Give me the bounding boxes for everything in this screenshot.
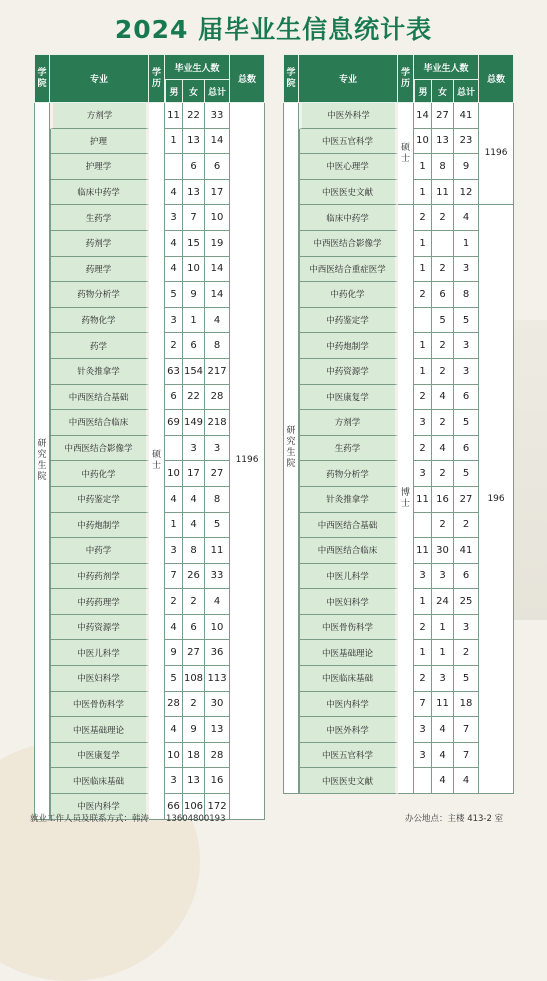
major-name: 中药化学 [50, 461, 149, 487]
female-count: 13 [432, 129, 454, 155]
subtotal-count: 217 [205, 359, 230, 385]
male-count: 1 [165, 129, 183, 155]
subtotal-count: 4 [205, 589, 230, 615]
female-count: 154 [183, 359, 205, 385]
male-count: 3 [165, 768, 183, 794]
male-count: 3 [165, 308, 183, 334]
male-count: 3 [414, 410, 432, 436]
subtotal-count: 4 [454, 205, 479, 231]
header-subtotal: 总计 [205, 80, 230, 103]
female-count: 27 [432, 103, 454, 129]
male-count: 4 [165, 487, 183, 513]
degree-label: 硕士 [398, 103, 414, 205]
header-degree: 学历 [149, 54, 165, 103]
major-name: 中药资源学 [50, 615, 149, 641]
graduate-table-left [34, 54, 265, 820]
subtotal-count: 11 [205, 538, 230, 564]
major-name: 中西医结合重症医学 [299, 257, 398, 283]
female-count: 13 [183, 129, 205, 155]
male-count: 10 [414, 129, 432, 155]
header-college: 学院 [283, 54, 299, 103]
female-count: 3 [432, 666, 454, 692]
major-name: 中医妇科学 [50, 666, 149, 692]
major-name: 针灸推拿学 [50, 359, 149, 385]
female-count: 26 [183, 564, 205, 590]
subtotal-count: 3 [454, 615, 479, 641]
male-count: 28 [165, 692, 183, 718]
major-name: 药物分析学 [299, 461, 398, 487]
female-count: 4 [432, 717, 454, 743]
major-name: 中医五官科学 [299, 129, 398, 155]
subtotal-count: 2 [454, 513, 479, 539]
male-count: 1 [414, 231, 432, 257]
male-count: 2 [414, 615, 432, 641]
subtotal-count: 27 [454, 487, 479, 513]
total-count: 1196 [230, 103, 265, 820]
subtotal-count: 13 [205, 717, 230, 743]
female-count: 6 [183, 615, 205, 641]
male-count [165, 436, 183, 462]
female-count: 6 [432, 282, 454, 308]
major-name: 中药资源学 [299, 359, 398, 385]
subtotal-count: 5 [454, 461, 479, 487]
major-name: 中药药理学 [50, 589, 149, 615]
college-name: 研究生院 [34, 103, 50, 820]
male-count: 4 [165, 717, 183, 743]
header-male: 男 [165, 80, 183, 103]
subtotal-count: 3 [205, 436, 230, 462]
header-degree: 学历 [398, 54, 414, 103]
female-count: 4 [183, 513, 205, 539]
major-name: 护理学 [50, 154, 149, 180]
male-count: 11 [414, 487, 432, 513]
header-college: 学院 [34, 54, 50, 103]
subtotal-count: 8 [205, 333, 230, 359]
major-name: 中西医结合影像学 [50, 436, 149, 462]
male-count: 2 [165, 333, 183, 359]
female-count: 1 [183, 308, 205, 334]
female-count: 6 [183, 154, 205, 180]
female-count: 8 [432, 154, 454, 180]
female-count: 1 [432, 640, 454, 666]
male-count: 1 [414, 154, 432, 180]
female-count: 2 [432, 461, 454, 487]
male-count [414, 513, 432, 539]
male-count: 14 [414, 103, 432, 129]
subtotal-count: 28 [205, 385, 230, 411]
subtotal-count: 3 [454, 257, 479, 283]
major-name: 中医妇科学 [299, 589, 398, 615]
male-count: 1 [414, 640, 432, 666]
subtotal-count: 16 [205, 768, 230, 794]
female-count: 1 [432, 615, 454, 641]
male-count: 7 [414, 692, 432, 718]
male-count: 4 [165, 231, 183, 257]
male-count: 5 [165, 666, 183, 692]
subtotal-count: 17 [205, 180, 230, 206]
major-name: 中西医结合临床 [299, 538, 398, 564]
major-name: 中药药剂学 [50, 564, 149, 590]
female-count: 2 [432, 257, 454, 283]
major-name: 中医骨伤科学 [299, 615, 398, 641]
female-count: 22 [183, 385, 205, 411]
subtotal-count: 5 [454, 410, 479, 436]
male-count: 3 [165, 538, 183, 564]
total-count: 196 [479, 205, 514, 794]
subtotal-count: 6 [205, 154, 230, 180]
table-row [283, 103, 514, 129]
subtotal-count: 41 [454, 103, 479, 129]
female-count: 13 [183, 768, 205, 794]
female-count: 3 [183, 436, 205, 462]
major-name: 中医五官科学 [299, 743, 398, 769]
major-name: 中医内科学 [50, 794, 149, 820]
header-graduates: 毕业生人数 [165, 54, 230, 80]
subtotal-count: 4 [454, 768, 479, 794]
table-row [283, 205, 514, 231]
male-count: 5 [165, 282, 183, 308]
female-count: 2 [183, 692, 205, 718]
female-count: 4 [432, 768, 454, 794]
male-count: 66 [165, 794, 183, 820]
female-count: 10 [183, 257, 205, 283]
college-name: 研究生院 [283, 103, 299, 794]
subtotal-count: 218 [205, 410, 230, 436]
female-count: 4 [183, 487, 205, 513]
major-name: 中药学 [50, 538, 149, 564]
major-name: 中药鉴定学 [299, 308, 398, 334]
header-major: 专业 [50, 54, 149, 103]
subtotal-count: 19 [205, 231, 230, 257]
major-name: 中西医结合影像学 [299, 231, 398, 257]
major-name: 中医外科学 [299, 103, 398, 129]
subtotal-count: 14 [205, 129, 230, 155]
major-name: 中西医结合基础 [50, 385, 149, 411]
header-male: 男 [414, 80, 432, 103]
subtotal-count: 18 [454, 692, 479, 718]
female-count: 7 [183, 205, 205, 231]
female-count: 2 [432, 410, 454, 436]
female-count: 8 [183, 538, 205, 564]
female-count: 11 [432, 692, 454, 718]
subtotal-count: 1 [454, 231, 479, 257]
subtotal-count: 5 [454, 308, 479, 334]
major-name: 药物化学 [50, 308, 149, 334]
major-name: 中医儿科学 [299, 564, 398, 590]
female-count: 2 [183, 589, 205, 615]
table-row [34, 103, 265, 129]
female-count: 2 [432, 513, 454, 539]
male-count: 3 [414, 461, 432, 487]
female-count: 6 [183, 333, 205, 359]
major-name: 中医基础理论 [299, 640, 398, 666]
subtotal-count: 4 [205, 308, 230, 334]
female-count: 16 [432, 487, 454, 513]
major-name: 中医外科学 [299, 717, 398, 743]
female-count: 2 [432, 333, 454, 359]
female-count: 13 [183, 180, 205, 206]
major-name: 中药炮制学 [299, 333, 398, 359]
page-title: 2024 届毕业生信息统计表 [114, 15, 433, 44]
female-count: 5 [432, 308, 454, 334]
subtotal-count: 5 [454, 666, 479, 692]
male-count: 2 [414, 666, 432, 692]
subtotal-count: 14 [205, 257, 230, 283]
male-count: 10 [165, 743, 183, 769]
major-name: 药剂学 [50, 231, 149, 257]
male-count: 1 [414, 257, 432, 283]
major-name: 临床中药学 [50, 180, 149, 206]
subtotal-count: 10 [205, 205, 230, 231]
female-count: 2 [432, 205, 454, 231]
male-count: 2 [414, 436, 432, 462]
subtotal-count: 28 [205, 743, 230, 769]
female-count: 30 [432, 538, 454, 564]
subtotal-count: 6 [454, 436, 479, 462]
subtotal-count: 23 [454, 129, 479, 155]
female-count [432, 231, 454, 257]
major-name: 针灸推拿学 [299, 487, 398, 513]
header-subtotal: 总计 [454, 80, 479, 103]
major-name: 方剂学 [299, 410, 398, 436]
male-count: 2 [165, 589, 183, 615]
major-name: 药学 [50, 333, 149, 359]
male-count: 1 [165, 513, 183, 539]
female-count: 149 [183, 410, 205, 436]
male-count: 3 [165, 205, 183, 231]
subtotal-count: 9 [454, 154, 479, 180]
female-count: 15 [183, 231, 205, 257]
major-name: 中西医结合基础 [299, 513, 398, 539]
subtotal-count: 7 [454, 743, 479, 769]
subtotal-count: 113 [205, 666, 230, 692]
male-count: 3 [414, 717, 432, 743]
male-count [165, 154, 183, 180]
subtotal-count: 12 [454, 180, 479, 206]
major-name: 生药学 [50, 205, 149, 231]
major-name: 中医骨伤科学 [50, 692, 149, 718]
male-count: 7 [165, 564, 183, 590]
female-count: 106 [183, 794, 205, 820]
male-count: 69 [165, 410, 183, 436]
major-name: 中医医史文献 [299, 768, 398, 794]
subtotal-count: 30 [205, 692, 230, 718]
female-count: 4 [432, 743, 454, 769]
male-count: 3 [414, 564, 432, 590]
major-name: 药理学 [50, 257, 149, 283]
subtotal-count: 172 [205, 794, 230, 820]
degree-label: 硕士 [149, 103, 165, 820]
male-count: 11 [165, 103, 183, 129]
female-count: 22 [183, 103, 205, 129]
subtotal-count: 41 [454, 538, 479, 564]
major-name: 中医临床基础 [299, 666, 398, 692]
header-female: 女 [183, 80, 205, 103]
major-name: 临床中药学 [299, 205, 398, 231]
major-name: 中药炮制学 [50, 513, 149, 539]
subtotal-count: 8 [454, 282, 479, 308]
subtotal-count: 5 [205, 513, 230, 539]
office-location: 办公地点：主楼 413-2 室 [405, 814, 504, 824]
major-name: 中药化学 [299, 282, 398, 308]
header-female: 女 [432, 80, 454, 103]
female-count: 108 [183, 666, 205, 692]
major-name: 中西医结合临床 [50, 410, 149, 436]
female-count: 9 [183, 282, 205, 308]
male-count: 4 [165, 615, 183, 641]
male-count: 63 [165, 359, 183, 385]
subtotal-count: 3 [454, 333, 479, 359]
graduate-table-right [283, 54, 514, 794]
subtotal-count: 3 [454, 359, 479, 385]
subtotal-count: 33 [205, 103, 230, 129]
female-count: 24 [432, 589, 454, 615]
male-count: 1 [414, 180, 432, 206]
contact-info: 就业工作人员及联系方式：韩涛 13604800193 [30, 814, 226, 824]
major-name: 中医康复学 [50, 743, 149, 769]
female-count: 18 [183, 743, 205, 769]
male-count: 1 [414, 333, 432, 359]
header-graduates: 毕业生人数 [414, 54, 479, 80]
header-major: 专业 [299, 54, 398, 103]
male-count: 2 [414, 282, 432, 308]
subtotal-count: 8 [205, 487, 230, 513]
male-count [414, 308, 432, 334]
male-count: 10 [165, 461, 183, 487]
subtotal-count: 14 [205, 282, 230, 308]
subtotal-count: 6 [454, 564, 479, 590]
female-count: 11 [432, 180, 454, 206]
female-count: 4 [432, 385, 454, 411]
subtotal-count: 36 [205, 640, 230, 666]
major-name: 护理 [50, 129, 149, 155]
subtotal-count: 6 [454, 385, 479, 411]
subtotal-count: 27 [205, 461, 230, 487]
major-name: 中医康复学 [299, 385, 398, 411]
major-name: 生药学 [299, 436, 398, 462]
male-count: 3 [414, 743, 432, 769]
male-count: 6 [165, 385, 183, 411]
female-count: 9 [183, 717, 205, 743]
subtotal-count: 2 [454, 640, 479, 666]
major-name: 中医基础理论 [50, 717, 149, 743]
major-name: 中医儿科学 [50, 640, 149, 666]
major-name: 药物分析学 [50, 282, 149, 308]
male-count: 1 [414, 359, 432, 385]
male-count: 11 [414, 538, 432, 564]
female-count: 27 [183, 640, 205, 666]
subtotal-count: 7 [454, 717, 479, 743]
female-count: 4 [432, 436, 454, 462]
subtotal-count: 33 [205, 564, 230, 590]
major-name: 中药鉴定学 [50, 487, 149, 513]
subtotal-count: 25 [454, 589, 479, 615]
female-count: 2 [432, 359, 454, 385]
major-name: 中医临床基础 [50, 768, 149, 794]
male-count: 2 [414, 385, 432, 411]
major-name: 中医心理学 [299, 154, 398, 180]
female-count: 17 [183, 461, 205, 487]
male-count: 9 [165, 640, 183, 666]
header-total: 总数 [479, 54, 514, 103]
total-count: 1196 [479, 103, 514, 205]
header-total: 总数 [230, 54, 265, 103]
major-name: 方剂学 [50, 103, 149, 129]
male-count: 2 [414, 205, 432, 231]
subtotal-count: 10 [205, 615, 230, 641]
female-count: 3 [432, 564, 454, 590]
major-name: 中医内科学 [299, 692, 398, 718]
male-count [414, 768, 432, 794]
major-name: 中医医史文献 [299, 180, 398, 206]
male-count: 4 [165, 180, 183, 206]
male-count: 4 [165, 257, 183, 283]
male-count: 1 [414, 589, 432, 615]
degree-label: 博士 [398, 205, 414, 794]
